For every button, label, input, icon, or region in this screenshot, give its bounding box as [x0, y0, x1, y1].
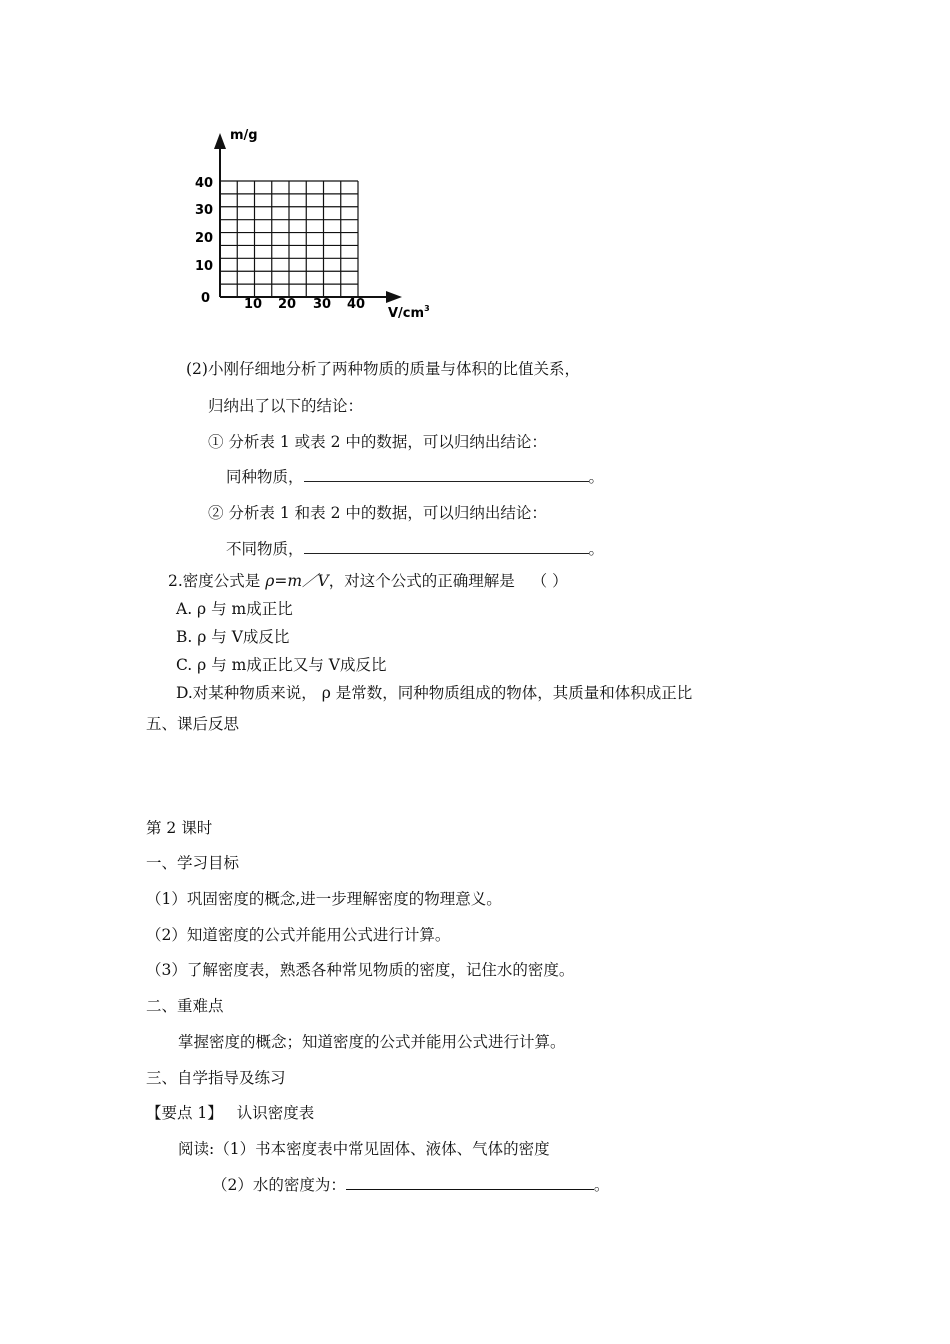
q2-stem-prefix: 2.密度公式是: [168, 572, 266, 590]
x-tick-20: 20: [278, 297, 297, 312]
y-tick-40: 40: [195, 176, 214, 191]
lesson2-title: 第 2 课时: [146, 819, 213, 837]
q1-item1-answer-line: [226, 467, 604, 487]
x-axis-arrow: [386, 291, 402, 303]
x-tick-10: 10: [244, 297, 263, 312]
q1-part2-intro2: 归纳出了以下的结论：: [208, 397, 364, 415]
q2-stem-suffix: ，对这个公式的正确理解是: [328, 572, 515, 590]
x-tick-40: 40: [347, 297, 366, 312]
q2-stem: [168, 571, 568, 591]
q2-option-b[interactable]: B. ρ 与 V成反比: [176, 628, 290, 646]
x-axis-label-text: V/cm: [388, 306, 425, 321]
mass-volume-graph: [190, 125, 450, 325]
q1-item2-prefix: 不同物质，: [226, 540, 304, 558]
q1-item2: ② 分析表 1 和表 2 中的数据，可以归纳出结论：: [208, 504, 547, 522]
point1-heading: [146, 1103, 314, 1123]
origin-label: 0: [201, 291, 211, 306]
y-tick-10: 10: [195, 259, 214, 274]
x-axis-label-sup: 3: [424, 304, 430, 313]
guide-heading: 三、自学指导及练习: [146, 1069, 286, 1087]
read-item-2-period: 。: [593, 1176, 610, 1194]
y-axis-arrow: [214, 133, 226, 149]
y-tick-30: 30: [195, 203, 214, 218]
q1-item2-answer-line: [226, 539, 604, 559]
read-item-2-text: （2）水的密度为：: [212, 1176, 346, 1194]
goal-3: （3）了解密度表，熟悉各种常见物质的密度，记住水的密度。: [146, 961, 575, 979]
section5-heading: 五、课后反思: [146, 715, 240, 733]
goal-2: （2）知道密度的公式并能用公式进行计算。: [146, 926, 451, 944]
q2-option-a[interactable]: A. ρ 与 m成正比: [176, 600, 293, 618]
x-tick-30: 30: [313, 297, 332, 312]
q2-answer-paren[interactable]: （ ）: [531, 572, 568, 590]
q2-option-c[interactable]: C. ρ 与 m成正比又与 V成反比: [176, 656, 387, 674]
q1-part2-intro: (2)小刚仔细地分析了两种物质的质量与体积的比值关系，: [186, 360, 580, 378]
y-tick-20: 20: [195, 231, 214, 246]
q1-item1-period: 。: [588, 468, 605, 486]
q1-item2-blank[interactable]: [304, 539, 589, 554]
q2-formula: ρ=m／V: [265, 572, 329, 590]
goals-heading: 一、学习目标: [146, 854, 240, 872]
point1-title: 认识密度表: [236, 1104, 315, 1122]
q2-option-d[interactable]: D.对某种物质来说， ρ 是常数，同种物质组成的物体，其质量和体积成正比: [176, 684, 693, 702]
q1-item1-prefix: 同种物质，: [226, 468, 304, 486]
q1-item1: ① 分析表 1 或表 2 中的数据，可以归纳出结论：: [208, 433, 547, 451]
y-axis-label: m/g: [230, 128, 258, 143]
grid: [220, 181, 358, 297]
q1-item1-blank[interactable]: [304, 467, 589, 482]
difficulty-heading: 二、重难点: [146, 997, 224, 1015]
read-item-2: [212, 1175, 609, 1195]
q1-item2-period: 。: [588, 540, 605, 558]
difficulty-text: 掌握密度的概念；知道密度的公式并能用公式进行计算。: [178, 1033, 566, 1051]
x-axis-label: [388, 304, 430, 321]
read-item-1: 阅读:（1）书本密度表中常见固体、液体、气体的密度: [178, 1140, 550, 1158]
water-density-blank[interactable]: [346, 1175, 594, 1190]
goal-1: （1）巩固密度的概念,进一步理解密度的物理意义。: [146, 890, 502, 908]
point1-label: 【要点 1】: [146, 1104, 223, 1122]
